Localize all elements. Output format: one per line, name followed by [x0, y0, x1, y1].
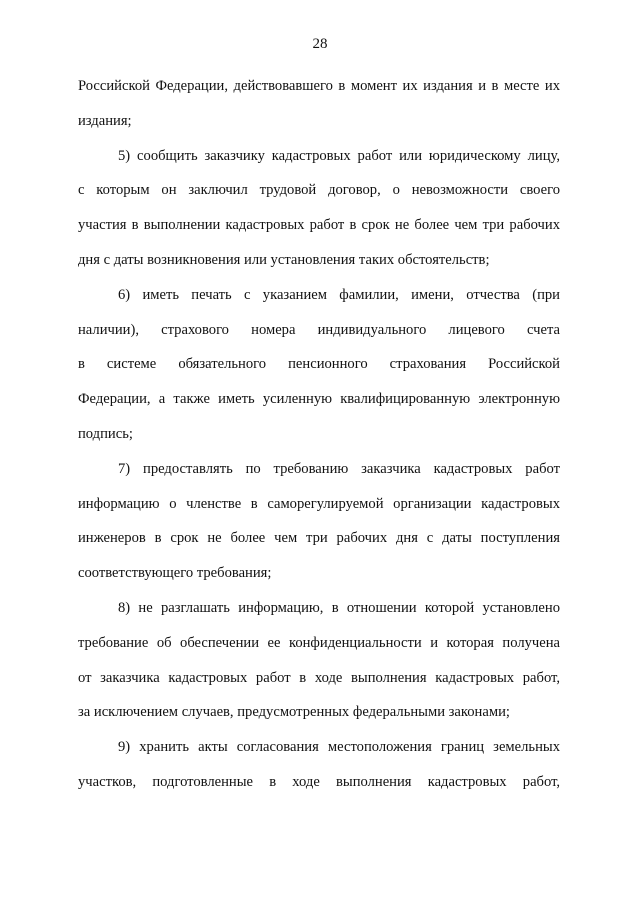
text-line: наличии), страхового номера индивидуального лицевого счета — [78, 321, 560, 338]
text-line: издания; — [78, 112, 132, 129]
text-line: Федерации, а также иметь усиленную квалифицированную электронную — [78, 391, 560, 408]
text-line: Российской Федерации, действовавшего в момент их издания и в месте их — [78, 78, 560, 94]
text-line: инженеров в срок не более чем три рабочих дня с даты поступления — [78, 530, 560, 547]
document-body — [78, 69, 560, 800]
paragraph-6-start: 6) иметь печать с указанием фамилии, имени, отчества (при — [118, 286, 560, 303]
text-line: за исключением случаев, предусмотренных федеральными законами; — [78, 704, 510, 721]
page-number: 28 — [312, 36, 328, 52]
text-line: подпись; — [78, 425, 133, 442]
text-line: участков, подготовленные в ходе выполнения кадастровых работ, — [78, 773, 560, 790]
text-line: с которым он заключил трудовой договор, о невозможности своего — [78, 182, 560, 199]
text-line: участия в выполнении кадастровых работ в срок не более чем три рабочих — [78, 217, 560, 234]
text-line: от заказчика кадастровых работ в ходе выполнения кадастровых работ, — [78, 669, 560, 686]
paragraph-8-start: 8) не разглашать информацию, в отношении которой установлено — [118, 599, 560, 616]
paragraph-5-start: 5) сообщить заказчику кадастровых работ или юридическому лицу, — [118, 147, 560, 164]
text-line: соответствующего требования; — [78, 565, 272, 582]
text-line: требование об обеспечении ее конфиденциальности и которая получена — [78, 634, 560, 651]
paragraph-9-start: 9) хранить акты согласования местоположения границ земельных — [118, 739, 560, 756]
text-line: информацию о членстве в саморегулируемой организации кадастровых — [78, 495, 560, 512]
paragraph-7-start: 7) предоставлять по требованию заказчика кадастровых работ — [118, 460, 560, 477]
text-line: дня с даты возникновения или установления таких обстоятельств; — [78, 251, 490, 268]
text-line: в системе обязательного пенсионного страхования Российской — [78, 356, 560, 373]
